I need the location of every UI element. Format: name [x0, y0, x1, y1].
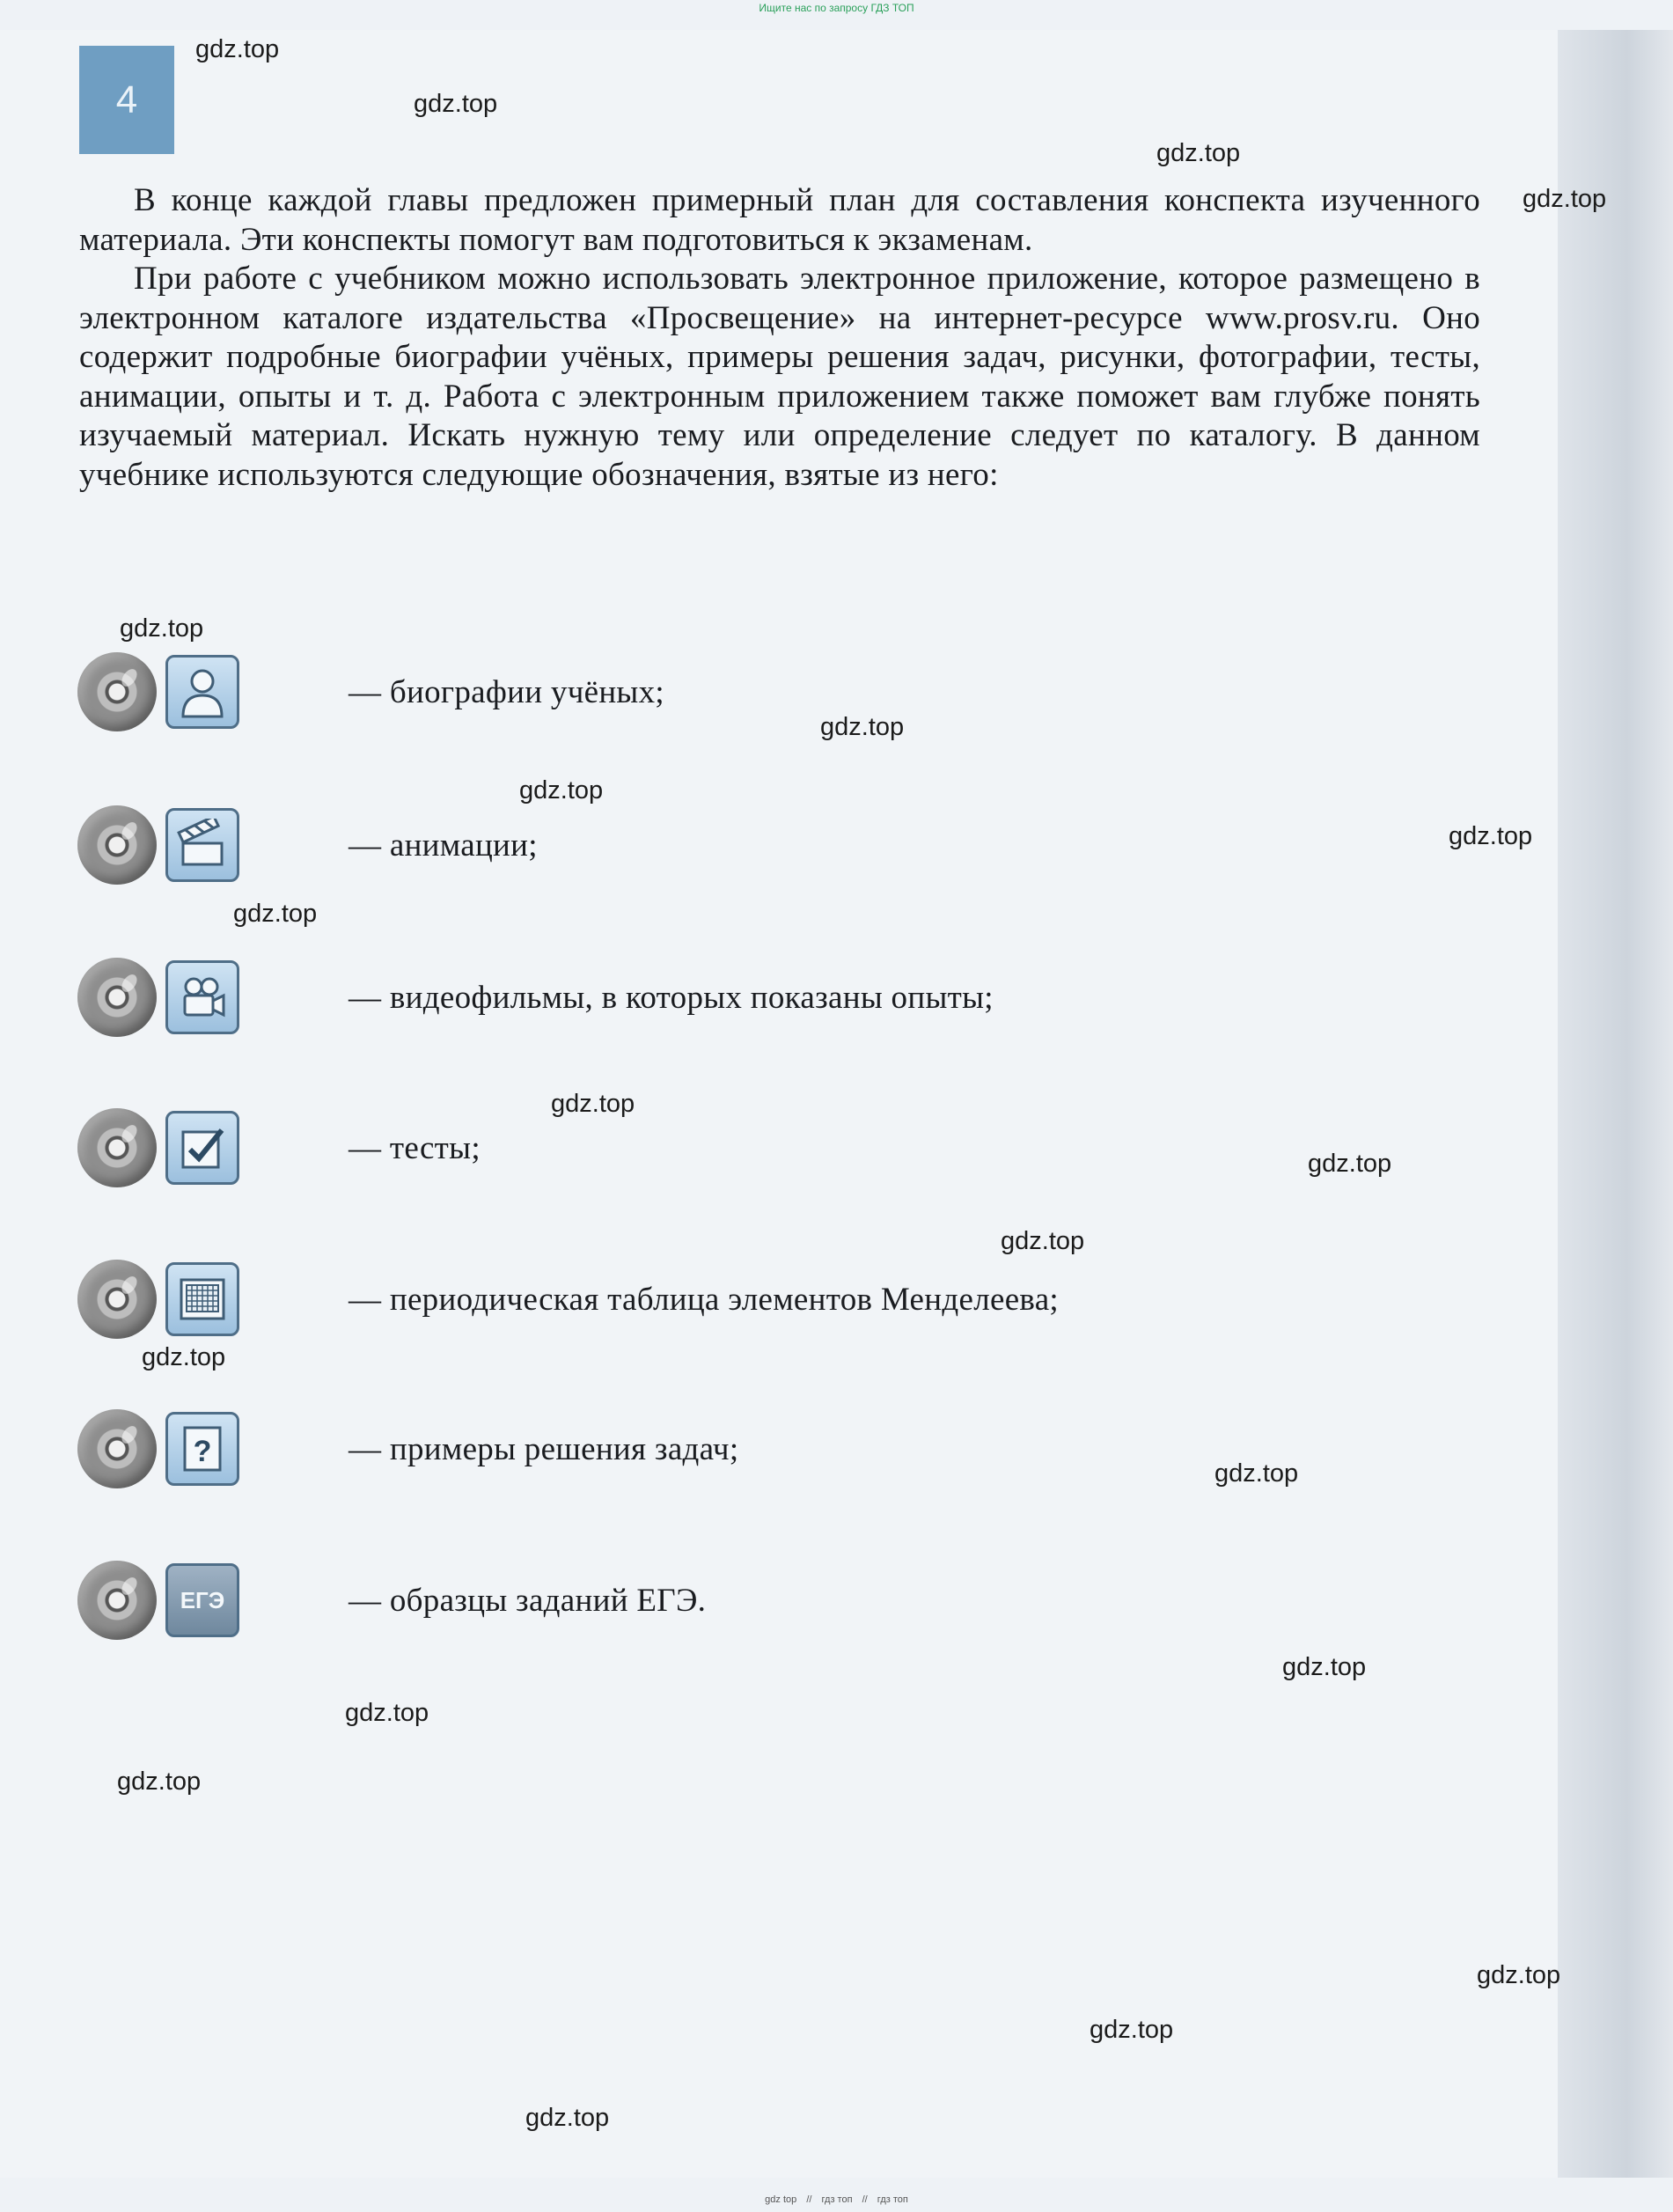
watermark: gdz.top: [1156, 139, 1241, 167]
cd-disc-icon: [77, 1561, 157, 1640]
periodic-table-icon: [165, 1262, 239, 1336]
paragraph-2: При работе с учебником можно использовать электронное приложение, которое размещено в электронном каталоге издательства «Просвещение» на интернет-ресурсе www.prosv.ru. Оно содержит подробные биографии учёных, примеры решения задач, рисунки, фотографии, тесты, анимации, опыты и т. д. Работа с электронным приложением также поможет вам глубже понять изучаемый материал. Искать нужную тему или определение следует по каталогу. В данном учебнике используются следующие обозначения, взятые из него:: [79, 261, 1480, 493]
legend-item-tests: [77, 1107, 481, 1188]
cd-disc-icon: [77, 1260, 157, 1339]
legend-text: — образцы заданий ЕГЭ.: [349, 1582, 707, 1619]
watermark: gdz.top: [1477, 1961, 1561, 1989]
legend-item-ege-samples: [77, 1560, 706, 1641]
cd-disc-icon: [77, 805, 157, 885]
bottom-banner-separator: //: [862, 2194, 868, 2205]
watermark: gdz.top: [1090, 2016, 1174, 2044]
legend-item-animations: [77, 805, 538, 886]
watermark: gdz.top: [345, 1699, 429, 1727]
watermark: gdz.top: [195, 35, 280, 63]
watermark: gdz.top: [1001, 1227, 1085, 1255]
watermark: gdz.top: [1523, 185, 1607, 213]
bottom-banner-separator: //: [806, 2194, 812, 2205]
body-text: [79, 181, 1480, 495]
watermark: gdz.top: [519, 776, 604, 805]
top-banner[interactable]: Ищите нас по запросу ГДЗ ТОП: [759, 2, 914, 14]
video-camera-icon: [165, 960, 239, 1034]
watermark: gdz.top: [1214, 1459, 1299, 1488]
watermark: gdz.top: [1449, 822, 1533, 850]
person-icon: [165, 655, 239, 729]
watermark: gdz.top: [142, 1343, 226, 1371]
legend-item-biographies: [77, 651, 664, 732]
cd-disc-icon: [77, 1409, 157, 1488]
question-icon: [165, 1412, 239, 1486]
svg-text:?: ?: [193, 1435, 212, 1468]
legend-text: — видеофильмы, в которых показаны опыты;: [349, 979, 994, 1016]
watermark: gdz.top: [820, 713, 905, 741]
film-clapper-icon: [165, 808, 239, 882]
watermark: gdz.top: [120, 614, 204, 643]
bottom-banner-link[interactable]: гдз топ: [877, 2194, 908, 2205]
cd-disc-icon: [77, 958, 157, 1037]
watermark: gdz.top: [551, 1090, 635, 1118]
page-number: 4: [79, 46, 174, 154]
bottom-banner-link[interactable]: гдз топ: [821, 2194, 853, 2205]
page-edge-shadow: [1558, 30, 1673, 2178]
watermark: gdz.top: [1308, 1150, 1392, 1178]
legend-text: — примеры решения задач;: [349, 1430, 739, 1467]
legend-item-problem-examples: [77, 1408, 738, 1489]
paragraph-1: В конце каждой главы предложен примерный план для составления конспекта изученного материала. Эти конспекты помогут вам подготовиться к экзаменам.: [79, 182, 1480, 258]
ege-icon-label: ЕГЭ: [180, 1586, 225, 1613]
watermark: gdz.top: [525, 2104, 610, 2132]
bottom-banner: [0, 2194, 1673, 2205]
bottom-banner-link[interactable]: gdz top: [765, 2194, 797, 2205]
watermark: gdz.top: [117, 1767, 202, 1796]
legend-item-videos: [77, 957, 994, 1038]
watermark: gdz.top: [414, 90, 498, 118]
checkmark-icon: [165, 1111, 239, 1185]
cd-disc-icon: [77, 1108, 157, 1187]
legend-item-periodic-table: [77, 1259, 1059, 1340]
watermark: gdz.top: [1282, 1653, 1367, 1681]
ege-icon: [165, 1563, 239, 1637]
legend-text: — биографии учёных;: [349, 673, 664, 710]
legend-text: — анимации;: [349, 827, 538, 863]
watermark: gdz.top: [233, 900, 318, 928]
legend-text: — периодическая таблица элементов Менделеева;: [349, 1281, 1060, 1318]
legend-text: — тесты;: [349, 1129, 481, 1166]
cd-disc-icon: [77, 652, 157, 731]
